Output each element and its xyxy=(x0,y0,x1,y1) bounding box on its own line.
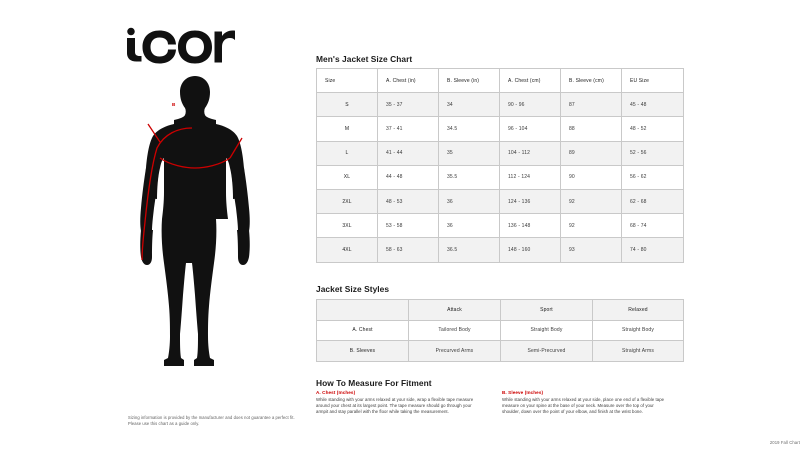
styles-header-row xyxy=(317,300,684,321)
cell-eu-size: 68 - 74 xyxy=(622,214,684,238)
left-panel xyxy=(0,0,310,455)
cell-sleeve-cm: 92 xyxy=(561,189,622,213)
mens-jacket-size-table xyxy=(316,68,684,263)
cell-size: XL xyxy=(317,165,378,189)
cell-size: L xyxy=(317,141,378,165)
cell-sleeve-in: 35.5 xyxy=(439,165,500,189)
col-header-chest-cm: A. Chest (cm) xyxy=(500,69,561,93)
cell-sleeve-in: 36 xyxy=(439,214,500,238)
cell-eu-size: 45 - 48 xyxy=(622,93,684,117)
cell-sleeve-cm: 92 xyxy=(561,214,622,238)
brand-logo xyxy=(120,22,235,67)
table-row xyxy=(317,214,684,238)
cell-chest-in: 48 - 53 xyxy=(378,189,439,213)
cell-chest-cm: 112 - 124 xyxy=(500,165,561,189)
cell-sleeve-in: 34.5 xyxy=(439,117,500,141)
col-header-size: Size xyxy=(317,69,378,93)
cell-sleeve-in: 34 xyxy=(439,93,500,117)
cell-chest-in: 58 - 63 xyxy=(378,238,439,262)
cell-chest-in: 37 - 41 xyxy=(378,117,439,141)
measure-item-sleeve xyxy=(502,390,670,416)
styles-col-header-attack: Attack xyxy=(409,300,501,321)
cell-eu-size: 48 - 52 xyxy=(622,117,684,141)
cell-chest-cm: 136 - 148 xyxy=(500,214,561,238)
styles-cell-sport-chest: Straight Body xyxy=(501,320,593,341)
cell-chest-in: 53 - 58 xyxy=(378,214,439,238)
styles-cell-relaxed-chest: Straight Body xyxy=(593,320,684,341)
styles-row-label-chest: A. Chest xyxy=(317,320,409,341)
measure-item-chest xyxy=(316,390,484,416)
cell-size: S xyxy=(317,93,378,117)
styles-cell-attack-sleeves: Precurved Arms xyxy=(409,341,501,362)
silhouette-svg xyxy=(130,72,260,372)
styles-col-header-relaxed: Relaxed xyxy=(593,300,684,321)
styles-col-header-blank xyxy=(317,300,409,321)
size-chart-title: Men's Jacket Size Chart xyxy=(316,54,413,64)
cell-sleeve-in: 35 xyxy=(439,141,500,165)
cell-eu-size: 62 - 68 xyxy=(622,189,684,213)
cell-chest-cm: 96 - 104 xyxy=(500,117,561,141)
styles-title: Jacket Size Styles xyxy=(316,284,390,294)
styles-cell-attack-chest: Tailored Body xyxy=(409,320,501,341)
icon-logo-svg xyxy=(120,22,235,67)
cell-chest-cm: 148 - 160 xyxy=(500,238,561,262)
measure-heading-sleeve: B. Sleeve (Inches) xyxy=(502,390,544,395)
cell-size: M xyxy=(317,117,378,141)
footer-chart-version: 2019 Fall Chart xyxy=(769,440,800,445)
cell-chest-in: 44 - 48 xyxy=(378,165,439,189)
cell-sleeve-cm: 87 xyxy=(561,93,622,117)
cell-sleeve-cm: 90 xyxy=(561,165,622,189)
cell-size: 2XL xyxy=(317,189,378,213)
cell-sleeve-cm: 89 xyxy=(561,141,622,165)
styles-row xyxy=(317,320,684,341)
cell-sleeve-cm: 88 xyxy=(561,117,622,141)
table-row xyxy=(317,117,684,141)
how-to-measure-columns xyxy=(316,390,696,416)
cell-eu-size: 74 - 80 xyxy=(622,238,684,262)
styles-row-label-sleeves: B. Sleeves xyxy=(317,341,409,362)
col-header-eu-size: EU Size xyxy=(622,69,684,93)
cell-eu-size: 52 - 56 xyxy=(622,141,684,165)
cell-eu-size: 56 - 62 xyxy=(622,165,684,189)
table-row xyxy=(317,141,684,165)
cell-sleeve-cm: 93 xyxy=(561,238,622,262)
measure-body-chest: While standing with your arms relaxed at your side, wrap a flexible tape measure around your chest at its largest point. The tape measure should go through your armpit and stay parallel with the floor while taking the measurement. xyxy=(316,396,474,415)
cell-sleeve-in: 36 xyxy=(439,189,500,213)
body-figure xyxy=(130,72,260,372)
content-panel xyxy=(316,0,800,455)
how-to-measure-title: How To Measure For Fitment xyxy=(316,378,432,388)
styles-cell-sport-sleeves: Semi-Precurved xyxy=(501,341,593,362)
table-header-row xyxy=(317,69,684,93)
cell-size: 3XL xyxy=(317,214,378,238)
cell-chest-cm: 104 - 112 xyxy=(500,141,561,165)
table-row xyxy=(317,238,684,262)
styles-row xyxy=(317,341,684,362)
cell-sleeve-in: 36.5 xyxy=(439,238,500,262)
styles-col-header-sport: Sport xyxy=(501,300,593,321)
measure-heading-chest: A. Chest (Inches) xyxy=(316,390,356,395)
cell-chest-in: 41 - 44 xyxy=(378,141,439,165)
cell-size: 4XL xyxy=(317,238,378,262)
table-row xyxy=(317,93,684,117)
col-header-chest-in: A. Chest (in) xyxy=(378,69,439,93)
cell-chest-cm: 90 - 96 xyxy=(500,93,561,117)
table-row xyxy=(317,189,684,213)
marker-label-b: B xyxy=(172,102,176,107)
table-row xyxy=(317,165,684,189)
col-header-sleeve-cm: B. Sleeve (cm) xyxy=(561,69,622,93)
jacket-size-styles-table xyxy=(316,299,684,362)
cell-chest-cm: 124 - 136 xyxy=(500,189,561,213)
col-header-sleeve-in: B. Sleeve (in) xyxy=(439,69,500,93)
measure-body-sleeve: While standing with your arms relaxed at your side, place one end of a flexible tape measure on your spine at the base of your neck. Measure over the top of your shoulder, down over the point of your elbow, and finish at the wrist bone. xyxy=(502,396,665,415)
styles-cell-relaxed-sleeves: Straight Arms xyxy=(593,341,684,362)
cell-chest-in: 35 - 37 xyxy=(378,93,439,117)
disclaimer-text: Sizing information is provided by the manufacturer and does not guarantee a perfect fit. Please use this chart as a guide only. xyxy=(128,415,295,426)
